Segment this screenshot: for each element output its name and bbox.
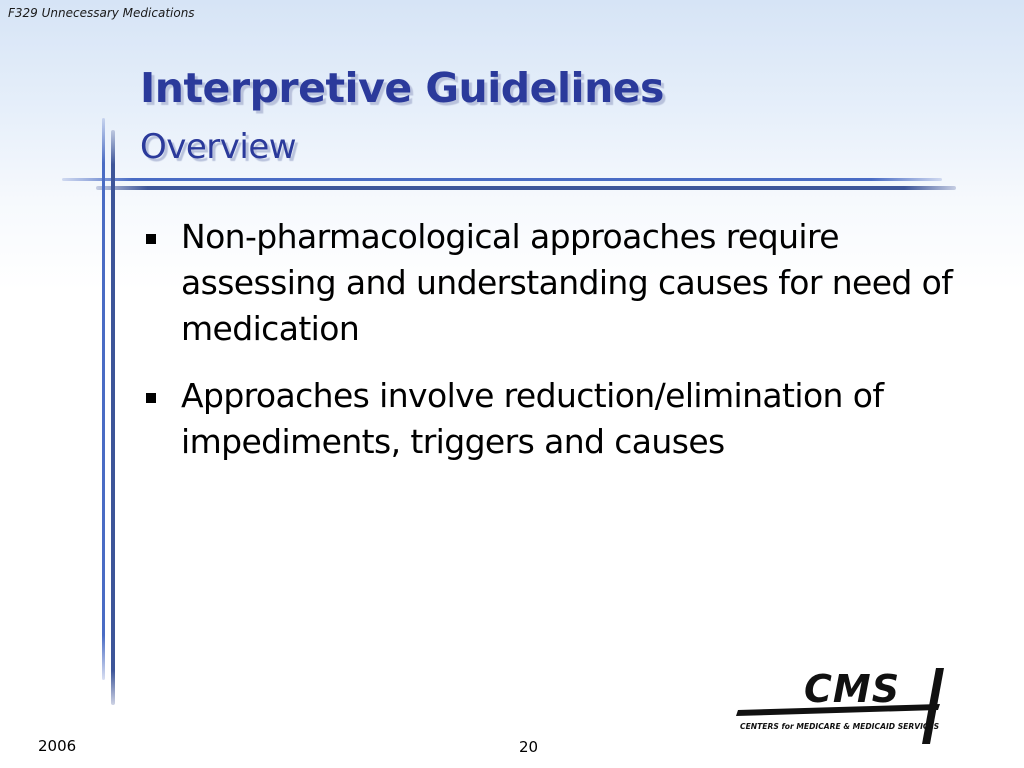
slide-subtitle: Overview <box>140 127 297 167</box>
bullet-square-icon <box>146 234 156 244</box>
bullet-text: Non-pharmacological approaches require assessing and understanding causes for need of medication <box>181 217 953 348</box>
bullet-list <box>146 214 996 486</box>
bullet-item <box>146 214 996 352</box>
horizontal-rule-dark <box>96 186 956 190</box>
logo-tagline: CENTERS for MEDICARE & MEDICAID SERVICES <box>740 722 940 731</box>
logo-acronym: CMS <box>804 667 901 711</box>
bullet-square-icon <box>146 393 156 403</box>
footer-year: 2006 <box>38 737 77 755</box>
header-note: F329 Unnecessary Medications <box>8 6 195 20</box>
vertical-rule-dark <box>111 130 115 705</box>
bullet-text: Approaches involve reduction/elimination of impediments, triggers and causes <box>181 376 884 461</box>
slide-title: Interpretive Guidelines <box>140 64 664 112</box>
vertical-rule-light <box>102 118 105 680</box>
bullet-item <box>146 373 996 465</box>
horizontal-rule-light <box>62 178 942 181</box>
footer-page-number: 20 <box>519 738 539 756</box>
cms-logo-icon <box>724 664 964 746</box>
